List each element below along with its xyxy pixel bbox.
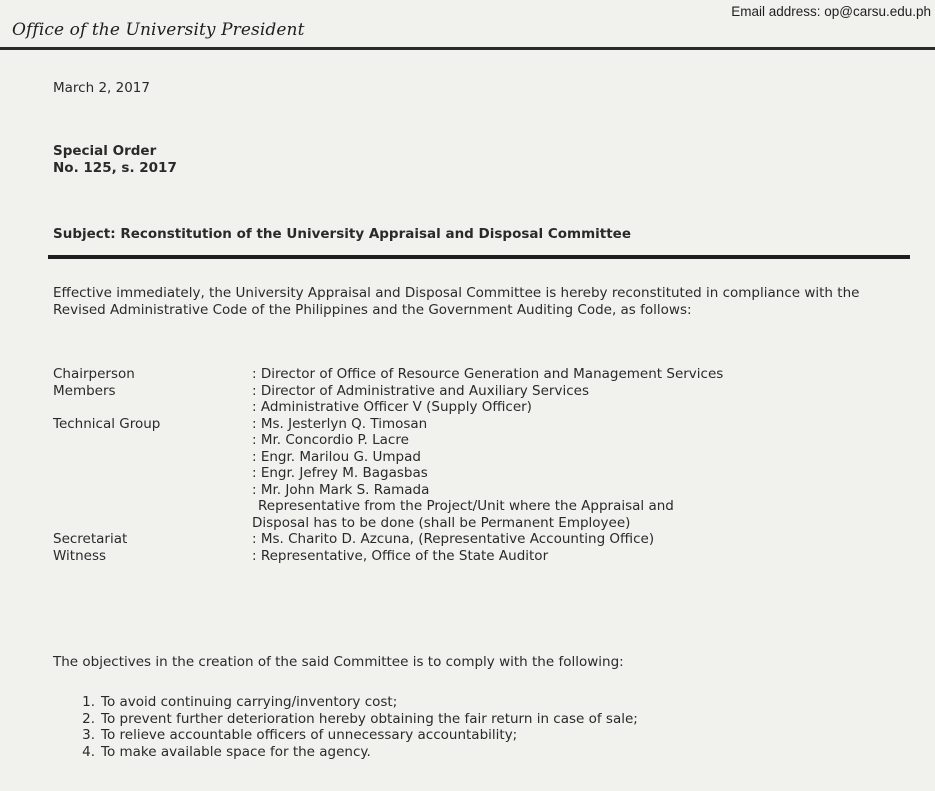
email-address: Email address: op@carsu.edu.ph (731, 4, 931, 19)
committee-roster (53, 366, 913, 564)
roster-role: Members (53, 382, 116, 399)
roster-role (53, 399, 252, 416)
objective-text: To relieve accountable officers of unnecessary accountability; (101, 727, 518, 744)
order-title: Special Order (53, 143, 157, 159)
list-item (53, 744, 638, 761)
roster-row (53, 498, 913, 515)
list-item (53, 711, 638, 728)
roster-row (53, 366, 913, 383)
roster-role: Chairperson (53, 366, 135, 382)
list-item (53, 727, 638, 744)
list-item (53, 694, 638, 711)
roster-role (53, 498, 252, 515)
intro-paragraph: Effective immediately, the University Appraisal and Disposal Committee is hereby reconstituted in compliance with the Revised Administrative Code of the Philippines and the Government Auditing Code, as follows: (53, 285, 860, 318)
order-number: No. 125, s. 2017 (53, 160, 177, 176)
objective-number: 1. (82, 694, 95, 710)
roster-role: Secretariat (53, 531, 128, 547)
roster-value: : Engr. Marilou G. Umpad (252, 448, 421, 465)
roster-value: : Ms. Charito D. Azcuna, (Representative Accounting Office) (252, 531, 655, 547)
header-divider (0, 47, 935, 50)
objectives-list (53, 694, 638, 760)
office-title: Office of the University President (12, 20, 305, 40)
objective-number: 4. (82, 743, 95, 760)
roster-value: : Mr. John Mark S. Ramada (252, 481, 430, 498)
roster-value: Disposal has to be done (shall be Permanent Employee) (252, 514, 631, 531)
roster-value: : Administrative Officer V (Supply Officer) (252, 399, 532, 415)
roster-row (53, 531, 913, 548)
objectives-intro: The objectives in the creation of the said Committee is to comply with the following: (53, 654, 624, 670)
roster-value: : Ms. Jesterlyn Q. Timosan (252, 415, 428, 432)
roster-row (53, 399, 913, 416)
subject-line: Subject: Reconstitution of the University Appraisal and Disposal Committee (53, 226, 631, 242)
roster-row (53, 383, 913, 400)
special-order-heading (53, 143, 177, 177)
objective-text: To make available space for the agency. (101, 743, 371, 760)
roster-row (53, 482, 913, 499)
document-date: March 2, 2017 (53, 80, 150, 96)
roster-row (53, 449, 913, 466)
objective-text: To prevent further deterioration hereby obtaining the fair return in case of sale; (101, 710, 638, 727)
roster-row (53, 548, 913, 565)
roster-value: : Mr. Concordio P. Lacre (252, 432, 409, 448)
objective-number: 3. (82, 727, 95, 744)
roster-value: Representative from the Project/Unit where the Appraisal and (258, 498, 674, 514)
roster-role: Technical Group (53, 415, 161, 432)
roster-value: : Director of Administrative and Auxiliary Services (252, 382, 589, 399)
roster-row (53, 515, 913, 532)
roster-role: Witness (53, 547, 107, 564)
subject-divider (48, 255, 910, 259)
objective-number: 2. (82, 710, 95, 727)
roster-value: : Engr. Jefrey M. Bagasbas (252, 465, 428, 481)
roster-role (53, 449, 252, 466)
objective-text: To avoid continuing carrying/inventory cost; (101, 694, 398, 710)
roster-role (53, 465, 252, 482)
roster-role (53, 432, 252, 449)
roster-row (53, 416, 913, 433)
roster-row (53, 465, 913, 482)
roster-value: : Director of Office of Resource Generation and Management Services (252, 366, 724, 382)
roster-value: : Representative, Office of the State Auditor (252, 547, 549, 564)
roster-role (53, 482, 252, 499)
roster-role (53, 515, 252, 532)
roster-row (53, 432, 913, 449)
